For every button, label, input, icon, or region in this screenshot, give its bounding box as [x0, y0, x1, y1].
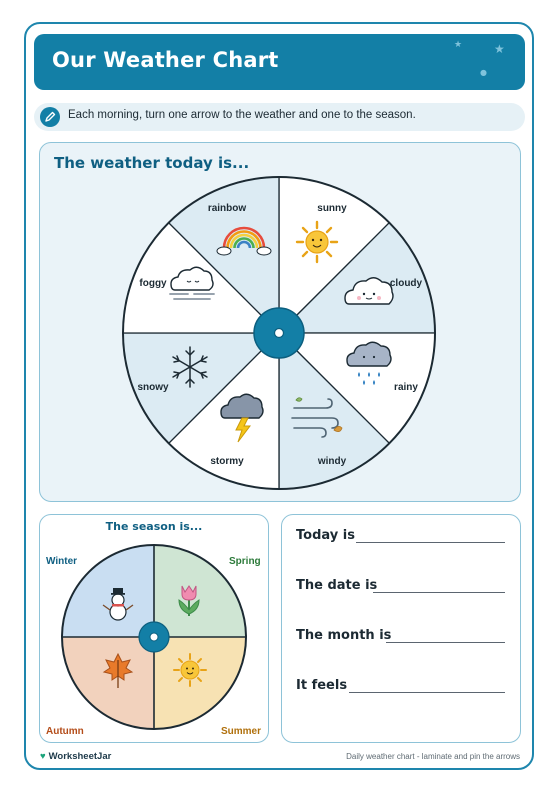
brand-name: WorksheetJar [48, 751, 112, 762]
weather-label-sunny: sunny [317, 203, 347, 214]
field-label-date: The date is [296, 578, 378, 593]
star-icon: ★ [454, 40, 463, 50]
season-label-spring: Spring [229, 556, 261, 567]
field-label-feels: It feels [296, 678, 348, 693]
heart-icon: ♥ [40, 751, 46, 762]
field-label-today: Today is [296, 528, 355, 543]
weather-label-foggy: foggy [139, 278, 167, 289]
season-quadrant-autumn [62, 637, 154, 729]
weather-label-rainy: rainy [394, 382, 418, 393]
weather-label-rainbow: rainbow [207, 203, 247, 214]
field-line-date[interactable] [373, 592, 505, 593]
season-label-autumn: Autumn [46, 726, 84, 737]
footer-brand [40, 751, 111, 762]
weather-title: The weather today is... [54, 154, 250, 172]
footer-note: Daily weather chart - laminate and pin the arrows [346, 752, 520, 761]
season-pin [150, 633, 158, 641]
dot-icon: ● [480, 68, 487, 77]
field-line-today[interactable] [356, 542, 505, 543]
instruction-text: Each morning, turn one arrow to the weather and one to the season. [68, 109, 416, 121]
field-line-month[interactable] [386, 642, 505, 643]
weather-label-windy: windy [317, 456, 347, 467]
sun-icon [174, 654, 206, 686]
field-line-feels[interactable] [349, 692, 505, 693]
weather-label-snowy: snowy [137, 382, 169, 393]
weather-label-stormy: stormy [210, 456, 244, 467]
weather-label-cloudy: cloudy [389, 278, 423, 289]
season-quadrant-summer [154, 637, 246, 729]
page-title: Our Weather Chart [52, 48, 279, 72]
field-label-month: The month is [296, 628, 392, 643]
season-label-summer: Summer [221, 726, 262, 737]
star-icon: ★ [494, 42, 505, 56]
season-label-winter: Winter [46, 556, 78, 567]
season-title: The season is... [105, 520, 203, 533]
